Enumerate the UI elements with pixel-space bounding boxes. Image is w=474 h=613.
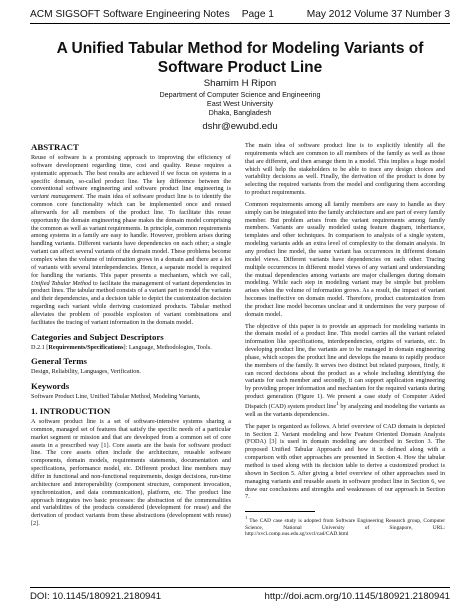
introduction-heading: 1. INTRODUCTION [31,406,111,417]
keywords-text: Software Product Line, Unified Tabular Method, Modeling Variants, [31,393,201,401]
author-city: Dhaka, Bangladesh [208,108,272,118]
general-terms-heading: General Terms [31,356,87,367]
footnote-text: The CAD case study is adopted from Software Engineering Research group, Computer Science, National University of Singapore, URL: http://xvcl.comp.nus.edu.sg/xvcl/cad/CAD.html [245,517,445,538]
author-block [30,78,450,133]
paragraph-part: by analyzing and modeling the variants as well as the variants dependencies. [245,403,445,418]
category-rest: ]: Language, Methodologies, Tools. [123,343,212,351]
abstract-emphasis: variant management [31,193,83,201]
left-column [31,142,231,528]
header-left [30,8,286,22]
page-number: Page 1 [241,9,274,20]
page-footer [30,590,450,604]
author-university: East West University [206,99,274,109]
general-terms-text: Design, Reliability, Languages, Verification. [31,368,141,376]
issue-info: May 2012 Volume 37 Number 3 [306,9,450,20]
journal-name: ACM SIGSOFT Software Engineering Notes [30,9,230,20]
body-paragraph [245,323,445,419]
author-department: Department of Computer Science and Engineering [159,90,321,99]
abstract-text [31,154,231,327]
footnote-rule [245,511,315,512]
footnote-marker: 1 [336,401,339,407]
header-rule [30,23,450,24]
paper-title: A Unified Tabular Method for Modeling Variants of Software Product Line [56,40,424,76]
abstract-part: to facilitate the management of variant dependencies in product lines. The tabular method consists of a variant part to model the variants and their dependencies, and a decision table to depict the customization decision regarding each variant while deriving customized products. Tabular method alleviates the problem of possible explosion of variant combinations and facilitates the tracing of variant information in the domain model. [31,279,231,326]
body-paragraph: The main idea of software product line is to explicitly identify all the requirements which are common to all members of the family as well as those that are different, and then arrange them in a model. This implies a huge model which will help the stakeholders to be able to trace any design choices and variability decisions as well. Finally, the derivation of the product is done by selecting the required variants from the model and configuring them according to product requirements. [245,142,445,197]
footnote [245,515,445,538]
category-code: D.2.1 [ [31,343,49,351]
keywords-heading: Keywords [31,381,70,392]
author-name: Shamim H Ripon [203,78,277,89]
abstract-part: . The main idea of software product line is to identify the common core functionality which can be implemented once and reused afterwards for all members of the product line. To facilitate this reuse opportunity the domain engineering phase makes the domain model comprising the common as well as variant requirements. In principle, common requirements among systems in a family are easy to handle. However, problem arises during handling variants. Different variants have dependencies on each other; a single variant can affect several variants of the domain model. These problems become complex when the volume of information grows in a domain and there are a lot of variants with several interdependencies. Hence, a separate model is required for handling the variants. This paper presents a mechanism, which we call, [31,193,231,279]
body-paragraph: The paper is organized as follows. A brief overview of CAD domain is depicted in Section 2. Variant modeling and how Feature Oriented Domain Analysis (FODA) [3] is used in domain modeling are described in Section 3. The proposed Unified Tabular Approach and how it is defined along with a comparison with other approaches are presented in Section 4. How the tabular method is used along with its decision table to derive a customized product is shown in Section 5. After giving a brief overview of other approaches used in managing variants and reusable assets in software product line in Section 6, we draw our conclusions and strengths and weaknesses of our approach in Section 7. [245,422,445,501]
page-header [30,8,450,22]
paragraph-part: The objective of this paper is to provide an approach for modeling variants in the domain model of a product line. This model carries all the variant related information like specifications, interdependencies, origins of variants, etc. In developing product line, the variants are to be managed in domain engineering phase, which scopes the product line and develops the means to rapidly produce the members of the family. It serves two distinct but related purposes, firstly, it can record decisions about the product as a whole including identifying the variants for each member and secondly, it can support application engineering by providing proper information and mechanism for the required variants during product generation (Figure 1). We present a case study of Computer Aided Dispatch (CAD) system product line [245,322,445,411]
right-column [245,142,445,538]
abstract-emphasis: Unified Tabular Method [31,279,92,287]
categories-heading: Categories and Subject Descriptors [31,331,164,342]
footnote-mark: 1 [245,515,248,521]
body-paragraph: Common requirements among all family members are easy to handle as they simply can be integrated into the family architecture and are part of every family member. But problem arises from the variant requirements among family members. Variants are usually modeled using feature diagram, inheritance, templates and other techniques. In comparison to analysis of a single system, modeling variants adds an extra level of complexity to the domain analysis. In any product line model, the same variant has occurrences in different domain model views. Different variants have dependencies on each other. Tracing multiple occurrences in different model views of any variant and understanding the mutual dependencies among variants are major challenges during domain modeling. While each step in modeling variant may be simple but problem arises when the volume of information grows. As a result, the impact of variant becomes ineffective on domain model. Therefore, product customization from the product line model becomes unclear and it undermines the very purpose of domain model. [245,200,445,318]
abstract-part: Reuse of software is a promising approach to improving the efficiency of software development regarding time, cost and quality. Reuse requires a systematic approach. The best results are achieved if we focus on systems in a specific domain, so-called product line. The key difference between the conventional software engineering and software product line engineering is [31,154,231,193]
categories-text [31,344,231,352]
abstract-heading: ABSTRACT [31,142,79,152]
category-name: Requirements/Specifications [48,343,124,351]
doi-url[interactable]: http://doi.acm.org/10.1145/180921.2180941 [264,591,450,602]
doi: DOI: 10.1145/180921.2180941 [30,591,162,602]
author-email[interactable]: dshr@ewubd.edu [202,120,278,132]
footer-rule [30,587,450,588]
introduction-paragraph: A software product line is a set of software-intensive systems sharing a common, managed set of features that satisfy the specific needs of a particular market segment or mission and that are developed from a common set of core assets in a prescribed way [1]. Core assets are the basis for software product line. The core assets often include the architecture, reusable software components, domain models, requirements statements, documentation and specifications, performance model, etc. Different product line members may differ in functional and non-functional requirements, design decisions, run-time architecture and interoperability (component structure, component invocation, synchronization, and data communication), platform, etc. The product line approach integrates two basic processes: the abstraction of the commonalities and variabilities of the products considered (development for reuse) and the derivation of product variants from these abstractions (development with reuse) [2]. [31,418,231,528]
